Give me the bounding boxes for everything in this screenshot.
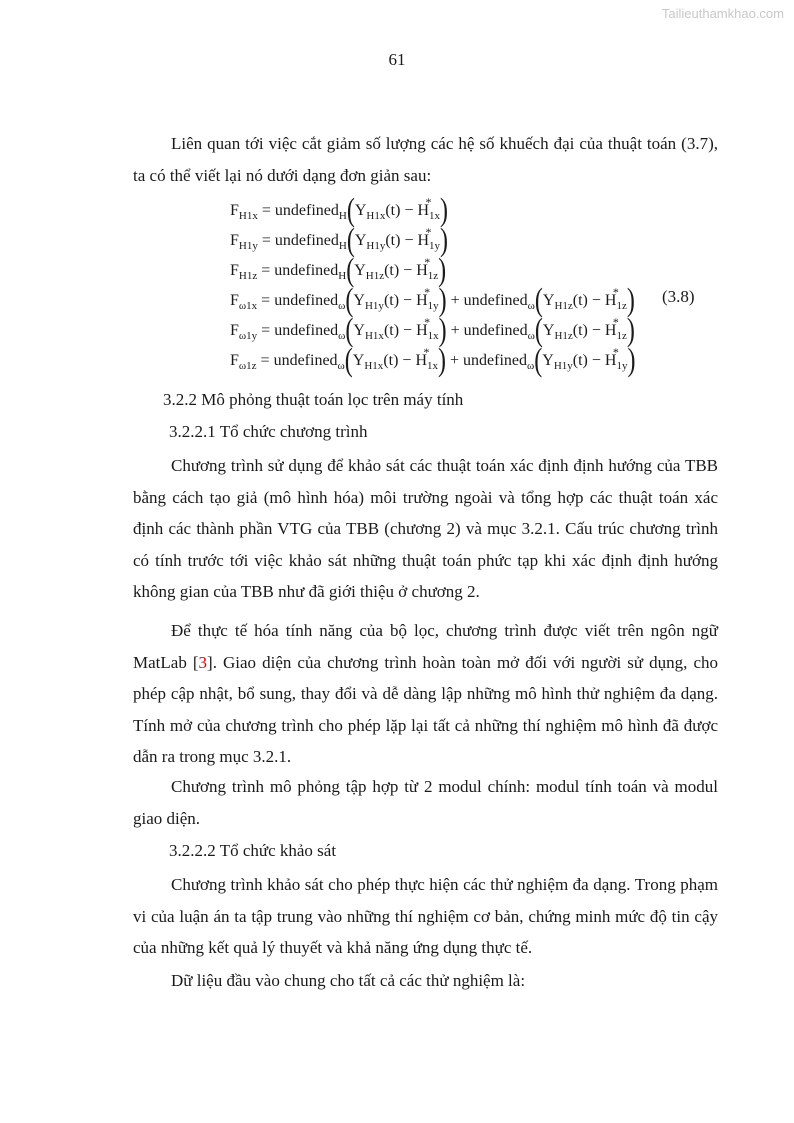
equation-lhs-subscript: H1z (238, 270, 258, 282)
equation-term-2-measurement: $Y_{H1z}$ (542, 322, 573, 342)
equation-line: $F_{\omega 1x}$ = $undefined_\omega(Y_{H1y}(t) - H_{1y}$ * ) + $undefined_\omega(Y_{H1z}(t) - H_{1z}$ * ) (230, 286, 590, 316)
equation-term-reference-star: * (424, 255, 431, 269)
equation-term-2-reference-star: * (612, 345, 619, 359)
equation-lhs-subscript: ω1x (238, 300, 258, 312)
section-heading-3-2-2-1: 3.2.2.1 Tổ chức chương trình (169, 422, 368, 441)
equation-term-2-reference: $H_{1z}$ * (605, 316, 627, 351)
equation-lhs: $F_{\omega 1y}$ (230, 322, 258, 342)
equation-term-2: $undefined_\omega(Y_{H1y}(t) - H_{1y}$ * ) (463, 352, 635, 369)
equation-term-2-gain: undefined$_\omega$ (463, 292, 535, 312)
equation-term-gain-subscript: H (338, 270, 347, 282)
paragraph-matlab (133, 615, 718, 773)
equation-term-lparen: ( (345, 283, 354, 319)
equation-term-measurement-subscript: H1x (366, 210, 386, 222)
equation-plus: + (446, 352, 464, 369)
equation-term-2-lparen: ( (534, 313, 543, 349)
equation-term-measurement-subscript: H1z (365, 270, 385, 282)
equation-term: $undefined_H(Y_{H1x}(t) - H_{1x}$ * ) (275, 202, 448, 219)
equation-lhs-subscript: ω1y (238, 330, 258, 342)
watermark: Tailieuthamkhao.com (661, 6, 784, 21)
equation-term-gain-subscript: ω (337, 360, 345, 372)
equation-line: $F_{H1y}$ = $undefined_H(Y_{H1y}(t) - H_{1y}$ * ) (230, 226, 590, 256)
equation-term-reference-subscript: 1x (427, 330, 439, 342)
equation-term-lparen: ( (344, 343, 353, 379)
equation-term-gain: undefined$_H$ (274, 262, 347, 282)
equation-term-lparen: ( (346, 253, 355, 289)
equation-term-reference-subscript: 1z (427, 270, 439, 282)
equation-plus: + (446, 292, 464, 309)
equation-term-measurement-subscript: H1x (364, 330, 384, 342)
equation-lhs: $F_{H1y}$ (230, 232, 258, 252)
equation-term-measurement-subscript: H1y (366, 240, 386, 252)
equation-term-rparen: ) (440, 223, 449, 259)
equation-lhs: $F_{\omega 1x}$ (230, 292, 258, 312)
equation-plus: + (446, 322, 464, 339)
equation-term-reference-subscript: 1x (429, 210, 441, 222)
equation-term-reference-star: * (423, 345, 430, 359)
equation-term-reference-star: * (424, 285, 431, 299)
equation-term-reference-subscript: 1x (427, 360, 438, 372)
equation-term-reference-star: * (425, 195, 432, 209)
equation-term-2-lparen: ( (534, 343, 543, 379)
equation-term-2-reference-star: * (612, 285, 619, 299)
equation-term-2-reference-star: * (612, 315, 619, 329)
equation-term-rparen: ) (438, 313, 447, 349)
equation-term-2-measurement-subscript: H1z (554, 330, 573, 342)
page-number: 61 (388, 50, 406, 69)
equation-term-lparen: ( (346, 223, 355, 259)
equation-term-rparen: ) (440, 193, 449, 229)
equation-term-reference: $H_{1x}$ * (417, 196, 440, 231)
equation-term-gain-subscript: H (338, 210, 347, 222)
equation-term-measurement-subscript: H1x (364, 360, 384, 372)
equation-term-2-gain-subscript: ω (527, 300, 535, 312)
equation-term-reference: $H_{1x}$ * (415, 346, 438, 381)
paragraph-program: Chương trình sử dụng để khảo sát các thuật toán xác định định hướng của TBB bằng cách tạo giả (mô hình hóa) môi trường ngoài và tổng hợp các thuật toán xác định các thành phần VTG của TBB (chương 2) và mục 3.2.1. Cấu trúc chương trình có tính trước tới việc khảo sát những thuật toán phức tạp khi xác định định hướng không gian của TBB như đã giới thiệu ở chương 2. (133, 456, 718, 601)
equation-lhs-subscript: H1x (238, 210, 258, 222)
equation-block (230, 193, 636, 379)
section-heading-3-2-2-2: 3.2.2.2 Tổ chức khảo sát (169, 841, 337, 860)
equation-term-2-reference: $H_{1z}$ * (605, 286, 627, 321)
equation-label: (3.8) (662, 287, 695, 306)
equation-term-measurement-subscript: H1y (364, 300, 384, 312)
equation-term-reference: $H_{1y}$ * (417, 226, 440, 261)
equation-term-reference-subscript: 1y (429, 240, 441, 252)
equation-term-reference-star: * (424, 315, 431, 329)
equation-term-2-reference: $H_{1y}$ * (605, 346, 628, 381)
equation-term-gain-subscript: ω (338, 330, 346, 342)
equation-term-measurement: $Y_{H1y}$ (354, 232, 386, 252)
equation-term-reference: $H_{1z}$ * (416, 256, 438, 291)
equation-term-rparen: ) (438, 283, 447, 319)
equation-term-2-gain: undefined$_\omega$ (463, 352, 535, 372)
equation-term: $undefined_\omega(Y_{H1x}(t) - H_{1x}$ * ) (274, 322, 446, 339)
matlab-text-1: Để thực tế hóa tính năng của bộ lọc, chương trình được viết trên ngôn ngữ MatLab [ (133, 621, 718, 672)
equation-term-measurement: $Y_{H1x}$ (354, 202, 386, 222)
equation-term-gain-subscript: ω (338, 300, 346, 312)
equation-term: $undefined_\omega(Y_{H1y}(t) - H_{1y}$ * ) (274, 292, 446, 309)
equation-term-lparen: ( (345, 313, 354, 349)
matlab-text-2: ]. Giao diện của chương trình hoàn toàn mở đối với người sử dụng, cho phép cập nhật, bổ sung, thay đổi và dễ dàng lập những mô hình thử nghiệm đa dạng. Tính mở của chương trình cho phép lặp lại tất cả những thí nghiệm mô hình đã được dẫn ra trong mục 3.2.1. (133, 652, 718, 766)
equation-term: $undefined_\omega(Y_{H1x}(t) - H_{1x}$ * ) (274, 352, 446, 369)
equation-line: $F_{H1z}$ = $undefined_H(Y_{H1z}(t) - H_{1z}$ * ) (230, 256, 590, 286)
equation-term-2-rparen: ) (626, 313, 635, 349)
equation-line: $F_{H1x}$ = $undefined_H(Y_{H1x}(t) - H_{1x}$ * ) (230, 196, 590, 226)
equation-lhs-subscript: H1y (238, 240, 258, 252)
equation-lhs-subscript: ω1z (238, 360, 257, 372)
equation-term-2-gain: undefined$_\omega$ (463, 322, 535, 342)
equation-line: $F_{\omega 1z}$ = $undefined_\omega(Y_{H1x}(t) - H_{1x}$ * ) + $undefined_\omega(Y_{H1y}(t) - H_{1y}$ * ) (230, 346, 590, 376)
equation-term-reference: $H_{1y}$ * (416, 286, 439, 321)
equation-term-2-measurement: $Y_{H1z}$ (542, 292, 573, 312)
equation-term-2-lparen: ( (534, 283, 543, 319)
equation-lhs: $F_{H1z}$ (230, 262, 258, 282)
paragraph-modules: Chương trình mô phỏng tập hợp từ 2 modul chính: modul tính toán và modul giao diện. (133, 777, 718, 828)
equation-line: $F_{\omega 1y}$ = $undefined_\omega(Y_{H1x}(t) - H_{1x}$ * ) + $undefined_\omega(Y_{H1z}(t) - H_{1z}$ * ) (230, 316, 590, 346)
section-heading-3-2-2: 3.2.2 Mô phỏng thuật toán lọc trên máy tính (163, 390, 464, 409)
equation-term-measurement: $Y_{H1x}$ (353, 322, 384, 342)
equation-term-2-rparen: ) (626, 283, 635, 319)
equation-term-rparen: ) (438, 253, 447, 289)
equation-term-2-measurement-subscript: H1y (553, 360, 573, 372)
equation-lhs: $F_{\omega 1z}$ (230, 352, 257, 372)
equation-term-2-gain-subscript: ω (527, 360, 535, 372)
equation-term-gain: undefined$_H$ (274, 202, 347, 222)
equation-term-2-rparen: ) (627, 343, 636, 379)
equation-term: $undefined_H(Y_{H1z}(t) - H_{1z}$ * ) (274, 262, 446, 279)
equation-term-2-reference-subscript: 1z (616, 330, 627, 342)
equation-term-measurement: $Y_{H1x}$ (352, 352, 384, 372)
equation-term-gain: undefined$_H$ (274, 232, 347, 252)
equation-term-reference: $H_{1x}$ * (416, 316, 439, 351)
equation-term-measurement: $Y_{H1z}$ (354, 262, 385, 282)
equation-term-gain: undefined$_\omega$ (273, 352, 345, 372)
equation-term-lparen: ( (346, 193, 355, 229)
equation-term-gain: undefined$_\omega$ (274, 292, 346, 312)
equation-term-2: $undefined_\omega(Y_{H1z}(t) - H_{1z}$ * ) (464, 322, 635, 339)
equation-term-reference-star: * (425, 225, 432, 239)
equation-term-2: $undefined_\omega(Y_{H1z}(t) - H_{1z}$ * ) (464, 292, 635, 309)
equation-term-2-measurement-subscript: H1z (554, 300, 573, 312)
equation-term-rparen: ) (438, 343, 446, 379)
paragraph-survey: Chương trình khảo sát cho phép thực hiện các thử nghiệm đa dạng. Trong phạm vi của luận án ta tập trung vào những thí nghiệm cơ bản, chứng minh mức độ tin cậy của những kết quả lý thuyết và khả năng ứng dụng thực tế. (133, 875, 718, 957)
equation-term-measurement: $Y_{H1y}$ (353, 292, 384, 312)
equation-term-reference-subscript: 1y (427, 300, 439, 312)
equation-term: $undefined_H(Y_{H1y}(t) - H_{1y}$ * ) (275, 232, 448, 249)
equation-term-gain: undefined$_\omega$ (274, 322, 346, 342)
citation-link[interactable]: 3 (198, 652, 208, 672)
equation-term-2-measurement: $Y_{H1y}$ (542, 352, 573, 372)
equation-term-2-reference-subscript: 1z (616, 300, 627, 312)
equation-lhs: $F_{H1x}$ (230, 202, 258, 222)
intro-paragraph: Liên quan tới việc cắt giảm số lượng các hệ số khuếch đại của thuật toán (3.7), ta có thể viết lại nó dưới dạng đơn giản sau: (133, 134, 718, 185)
paragraph-input: Dữ liệu đầu vào chung cho tất cả các thử nghiệm là: (171, 971, 526, 990)
equation-term-2-gain-subscript: ω (527, 330, 535, 342)
equation-term-2-reference-subscript: 1y (616, 360, 628, 372)
equation-term-gain-subscript: H (338, 240, 347, 252)
